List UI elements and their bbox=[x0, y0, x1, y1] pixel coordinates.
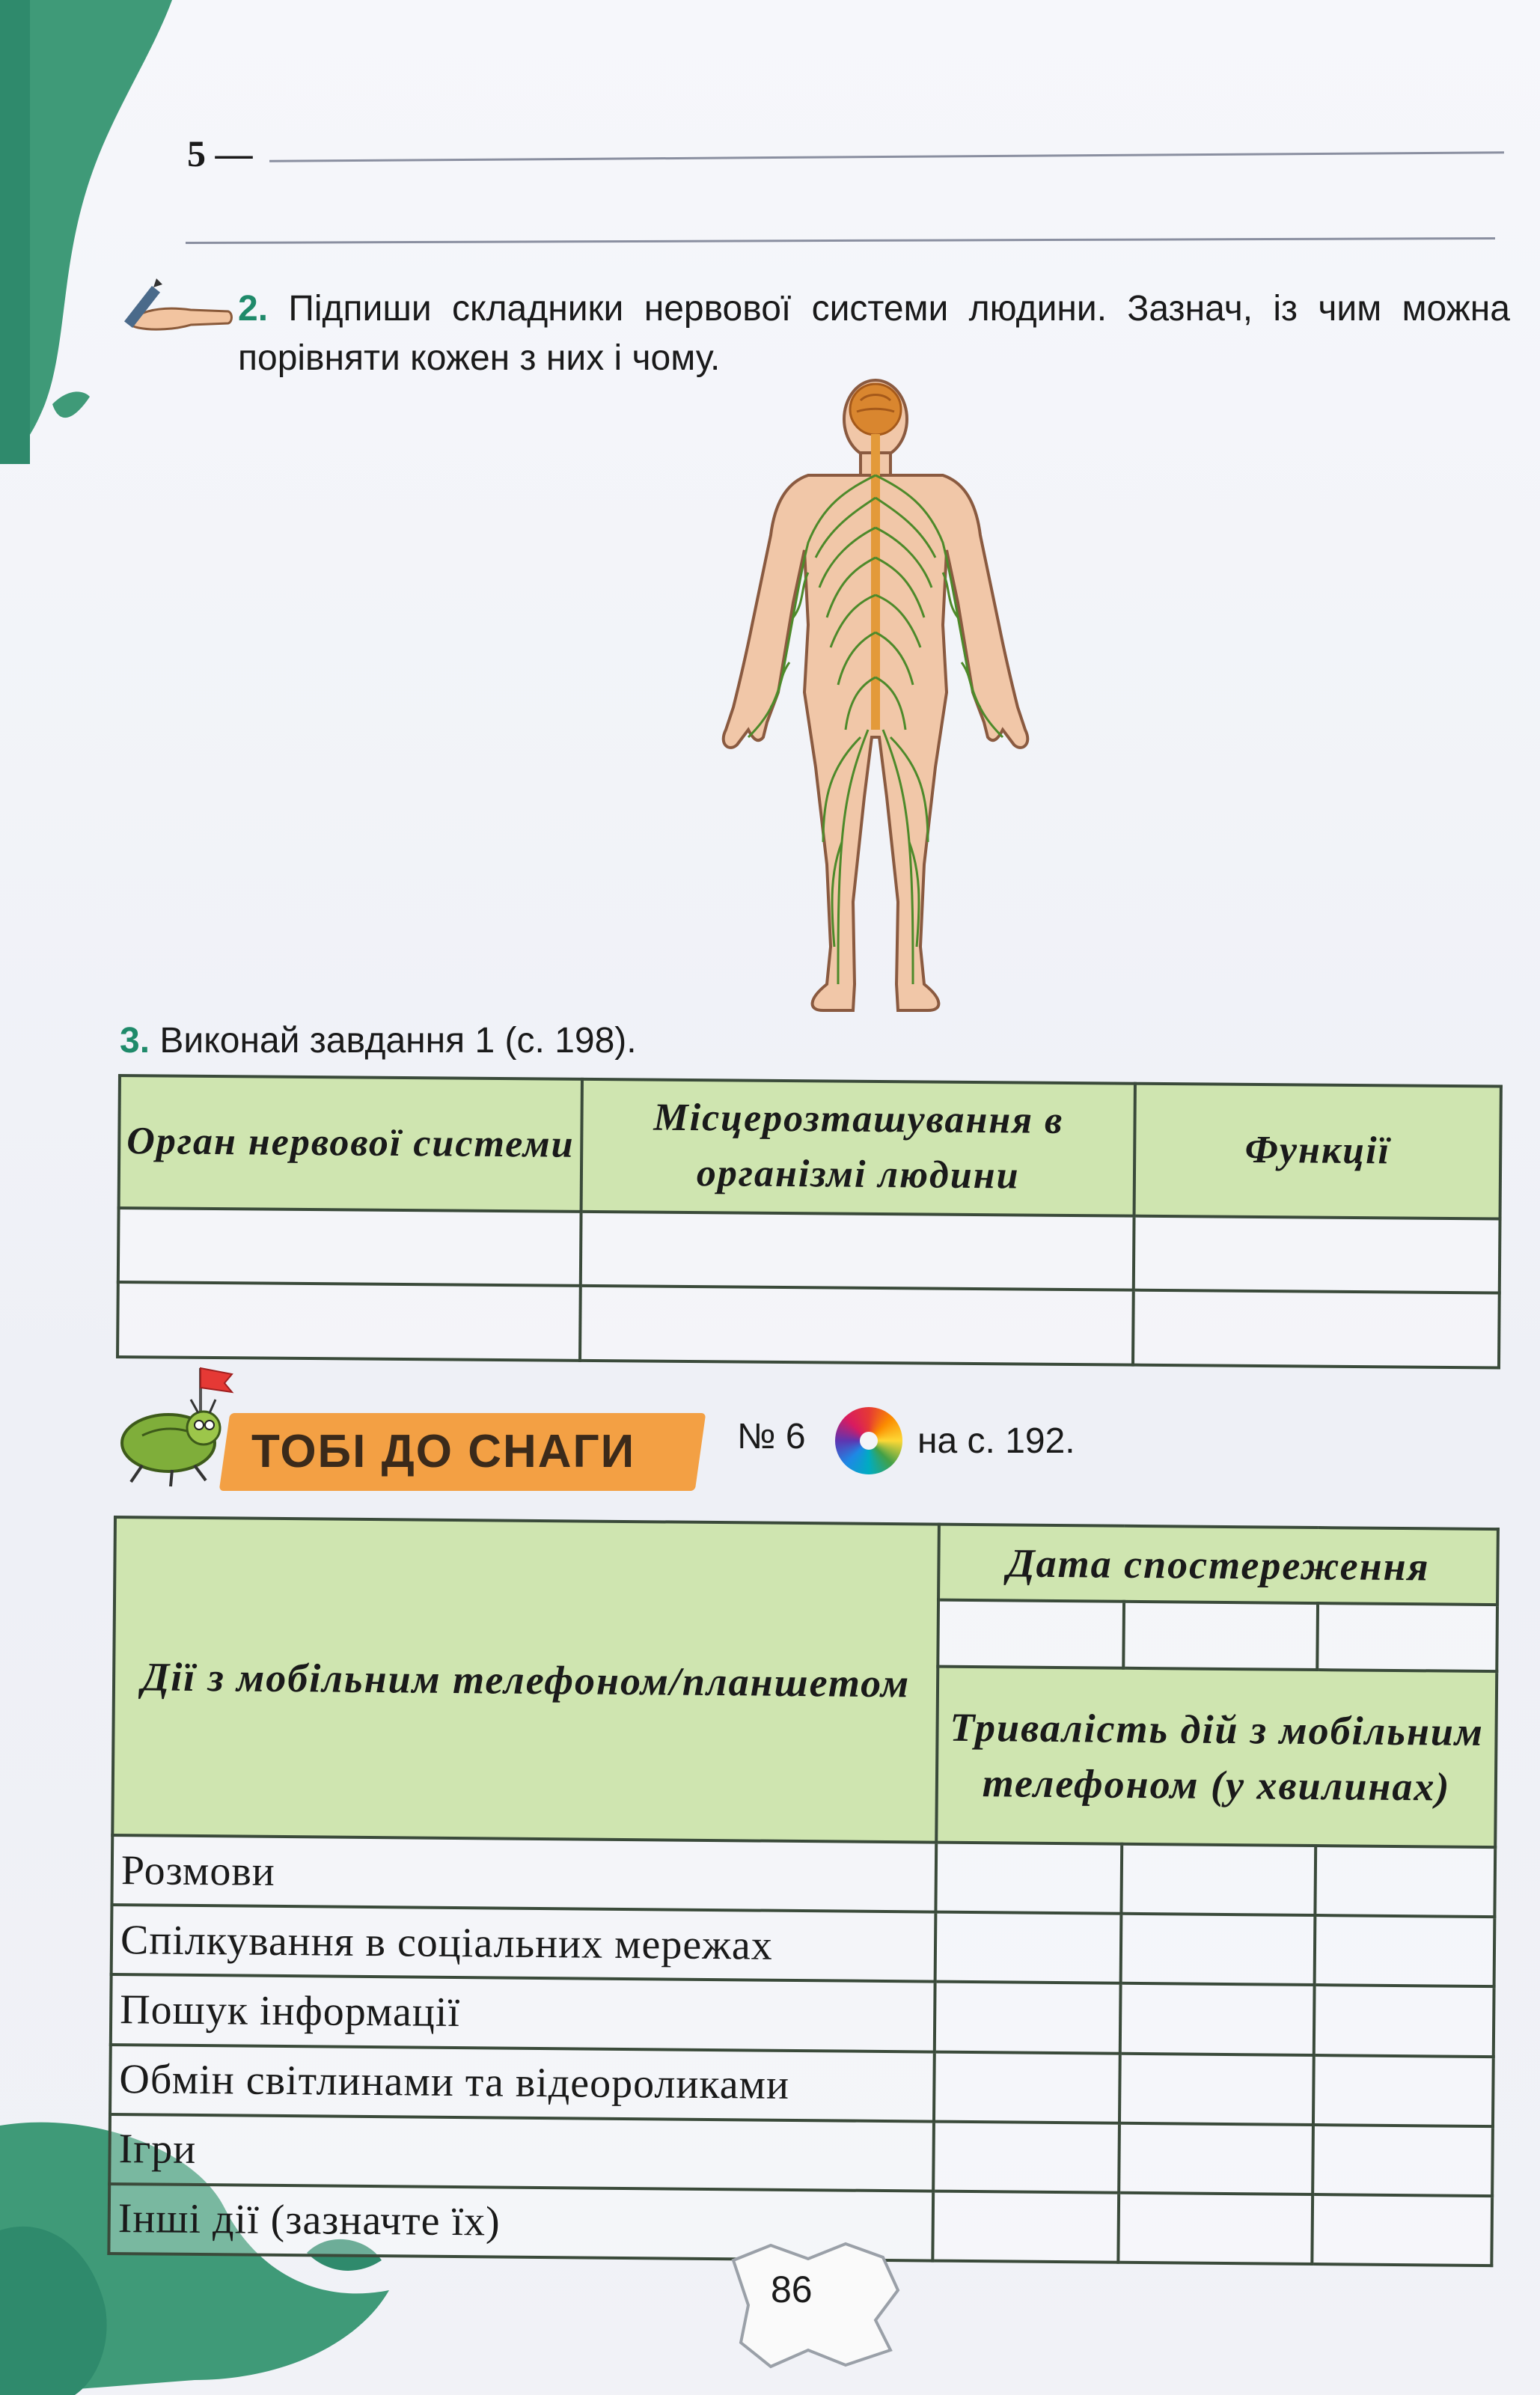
table-row bbox=[109, 2114, 1493, 2196]
duration-cell[interactable] bbox=[933, 2191, 1119, 2262]
duration-cell[interactable] bbox=[935, 1982, 1120, 2053]
duration-cell[interactable] bbox=[935, 1912, 1121, 1983]
answer-cell[interactable] bbox=[117, 1282, 581, 1361]
torn-paper-decoration bbox=[718, 2238, 913, 2373]
header-location: Місцерозташування в організмі людини bbox=[581, 1079, 1135, 1215]
table-row bbox=[110, 2045, 1494, 2126]
table-row bbox=[111, 1974, 1494, 2056]
header-duration: Тривалість дій з мобільним телефоном (у хвилинах) bbox=[936, 1667, 1497, 1847]
decorative-green-swoosh bbox=[0, 0, 195, 464]
task-3 bbox=[120, 1016, 637, 1066]
row-label: Спілкування в соціальних мережах bbox=[111, 1905, 936, 1982]
duration-cell[interactable] bbox=[1120, 1983, 1315, 2054]
duration-cell[interactable] bbox=[1314, 1985, 1494, 2056]
row-label: Інші дії (зазначте їх) bbox=[109, 2184, 933, 2261]
answer-cell[interactable] bbox=[1134, 1215, 1500, 1293]
table-row bbox=[118, 1208, 1500, 1293]
extra-task-page-ref: на с. 192. bbox=[917, 1421, 1075, 1461]
duration-cell[interactable] bbox=[1313, 2194, 1492, 2266]
table-row bbox=[111, 1835, 1495, 1917]
duration-cell[interactable] bbox=[936, 1843, 1122, 1914]
header-actions: Дії з мобільним телефоном/планшетом bbox=[112, 1517, 939, 1843]
row-label: Розмови bbox=[111, 1835, 936, 1912]
row-label: Обмін світлинами та відеороликами bbox=[110, 2045, 935, 2122]
task-3-text: Виконай завдання 1 (с. 198). bbox=[159, 1021, 637, 1061]
duration-cell[interactable] bbox=[934, 2051, 1119, 2123]
duration-cell[interactable] bbox=[1119, 2053, 1314, 2124]
task-2-text: Підпиши складники нервової системи людини. Зазнач, із чим можна порівняти кожен з них і чому. bbox=[238, 289, 1510, 378]
phone-usage-table bbox=[107, 1516, 1500, 2267]
row-label: Ігри bbox=[109, 2114, 934, 2191]
answer-cell[interactable] bbox=[1133, 1290, 1500, 1368]
page-number: 86 bbox=[771, 2269, 813, 2310]
task-2-number: 2. bbox=[238, 289, 269, 329]
nervous-system-table bbox=[116, 1074, 1503, 1370]
writing-hand-icon bbox=[123, 278, 236, 338]
human-nervous-system-illustration bbox=[718, 378, 1033, 1037]
duration-cell[interactable] bbox=[1119, 2123, 1313, 2194]
color-wheel-icon bbox=[835, 1407, 902, 1474]
duration-cell[interactable] bbox=[1316, 1846, 1495, 1917]
duration-cell[interactable] bbox=[1121, 1844, 1316, 1915]
header-observation-date: Дата спостереження bbox=[938, 1525, 1498, 1605]
answer-cell[interactable] bbox=[581, 1211, 1134, 1290]
duration-cell[interactable] bbox=[1313, 2125, 1493, 2196]
answer-cell[interactable] bbox=[580, 1286, 1134, 1365]
duration-cell[interactable] bbox=[1315, 1915, 1494, 1986]
header-functions: Функції bbox=[1134, 1084, 1501, 1218]
extra-task-banner-label: ТОБІ ДО СНАГИ bbox=[251, 1426, 636, 1477]
duration-cell[interactable] bbox=[1120, 1914, 1315, 1985]
date-cell[interactable] bbox=[1318, 1603, 1497, 1671]
table-row bbox=[117, 1282, 1500, 1367]
table-row bbox=[111, 1905, 1495, 1986]
task-3-number: 3. bbox=[120, 1021, 150, 1061]
date-cell[interactable] bbox=[1123, 1602, 1318, 1670]
duration-cell[interactable] bbox=[933, 2121, 1119, 2192]
answer-cell[interactable] bbox=[118, 1208, 581, 1287]
answer-line-number: 5 — bbox=[187, 132, 253, 174]
task-2 bbox=[238, 284, 1510, 383]
date-cell[interactable] bbox=[938, 1600, 1124, 1668]
extra-task-number: № 6 bbox=[737, 1417, 806, 1456]
duration-cell[interactable] bbox=[1118, 2193, 1313, 2264]
beetle-mascot-icon bbox=[112, 1353, 239, 1488]
row-label: Пошук інформації bbox=[111, 1974, 935, 2051]
duration-cell[interactable] bbox=[1313, 2055, 1493, 2126]
header-organ: Орган нервової системи bbox=[119, 1076, 583, 1211]
